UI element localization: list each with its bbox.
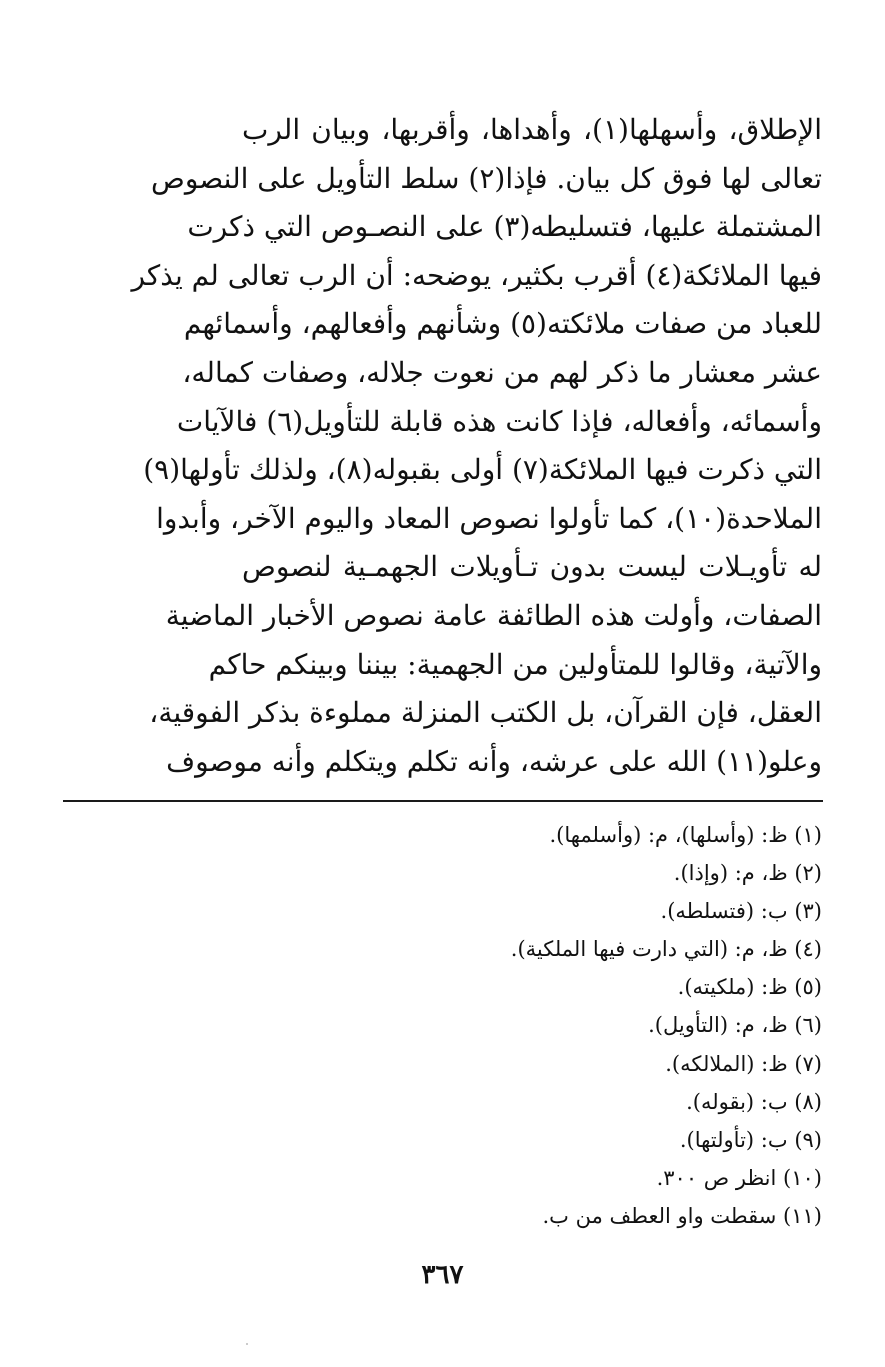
footnote: (٨) ب: (بقوله).	[686, 1089, 822, 1114]
text-line: وعلو(١١) الله على عرشه، وأنه تكلم ويتكلم وأنه موصوف	[166, 744, 822, 778]
text-line: تعالى لها فوق كل بيان. فإذا(٢) سلط التأويل على النصوص	[151, 161, 822, 195]
text-line: الإطلاق، وأسهلها(١)، وأهداها، وأقربها، وبيان الرب	[242, 113, 823, 146]
footnote: (٤) ظ، م: (التي دارت فيها الملكية).	[510, 937, 822, 962]
text-line: له تأويـلات ليست بدون تـأويلات الجهمـية لنصوص	[242, 550, 822, 584]
footnotes	[102, 816, 822, 1235]
footnote: (٣) ب: (فتسلطه).	[660, 899, 822, 924]
footnote: (٩) ب: (تأولتها).	[679, 1127, 822, 1152]
footnote: (٢) ظ، م: (وإذا).	[673, 861, 822, 886]
text-line: التي ذكرت فيها الملائكة(٧) أولى بقبوله(٨)، ولذلك تأولها(٩)	[143, 453, 822, 487]
text-line: والآتية، وقالوا للمتأولين من الجهمية: بيننا وبينكم حاكم	[208, 647, 822, 681]
footnote: (١٠) انظر ص ٣٠٠.	[656, 1165, 822, 1190]
text-line: فيها الملائكة(٤) أقرب بكثير، يوضحه: أن الرب تعالى لم يذكر	[131, 258, 822, 292]
footnote: (١١) سقطت واو العطف من ب.	[542, 1203, 822, 1228]
text-line: للعباد من صفات ملائكته(٥) وشأنهم وأفعالهم، وأسمائهم	[183, 307, 822, 341]
footnote: (١) ظ: (وأسلها)، م: (وأسلمها).	[549, 823, 822, 847]
footnote: (٧) ظ: (الملالكه).	[665, 1051, 822, 1076]
main-text	[131, 106, 823, 786]
text-line: الصفات، وأولت هذه الطائفة عامة نصوص الأخبار الماضية	[165, 598, 822, 632]
footnote-divider	[63, 800, 823, 802]
text-line: العقل، فإن القرآن، بل الكتب المنزلة مملوءة بذكر الفوقية،	[149, 696, 822, 730]
footnote: (٥) ظ: (ملكيته).	[677, 975, 822, 1000]
page-number: ٣٦٧	[421, 1260, 464, 1290]
paper-speck	[246, 1343, 248, 1345]
text-line: الملاحدة(١٠)، كما تأولوا نصوص المعاد واليوم الآخر، وأبدوا	[156, 501, 822, 535]
text-line: وأسمائه، وأفعاله، فإذا كانت هذه قابلة للتأويل(٦) فالآيات	[176, 404, 822, 438]
footnote: (٦) ظ، م: (التأويل).	[648, 1013, 822, 1038]
text-line: عشر معشار ما ذكر لهم من نعوت جلاله، وصفات كماله،	[182, 355, 822, 389]
text-line: المشتملة عليها، فتسليطه(٣) على النصـوص التي ذكرت	[187, 210, 822, 244]
